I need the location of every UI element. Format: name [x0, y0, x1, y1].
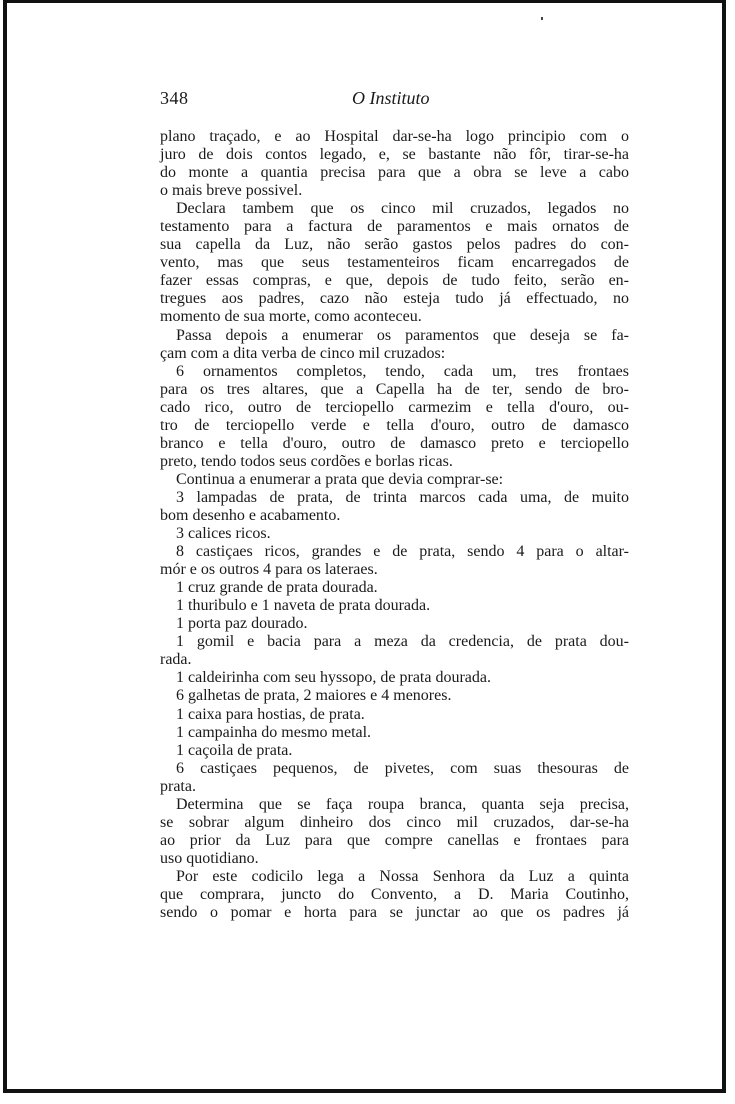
- text-line: se sobrar algum dinheiro dos cinco mil cruzados, dar-se-ha: [160, 813, 629, 831]
- text-line: 1 caixa para hostias, de prata.: [176, 705, 365, 723]
- text-line: sendo o pomar e horta para se junctar ao que os padres já: [160, 904, 629, 922]
- text-line: para os tres altares, que a Capella ha de ter, sendo de bro-: [160, 380, 629, 398]
- text-line: testamento para a factura de paramentos e mais ornatos de: [160, 218, 629, 236]
- text-line: Determina que se faça roupa branca, quanta seja precisa,: [176, 795, 629, 813]
- text-line: Por este codicilo lega a Nossa Senhora da Luz a quinta: [176, 867, 629, 885]
- text-line: 1 thuribulo e 1 naveta de prata dourada.: [176, 597, 431, 615]
- text-line: 1 caçoila de prata.: [176, 741, 293, 759]
- text-line: tro de terciopello verde e tella d'ouro, outro de damasco: [160, 416, 629, 434]
- text-line: vento, mas que seus testamenteiros ficam encarregados de: [160, 254, 629, 272]
- text-line: cado rico, outro de terciopello carmezim e tella d'ouro, ou-: [160, 398, 629, 416]
- text-line: 1 cruz grande de prata dourada.: [176, 579, 378, 597]
- text-line: sua capella da Luz, não serão gastos pelos padres do con-: [160, 236, 629, 254]
- text-line: bom desenho e acabamento.: [160, 506, 341, 524]
- text-line: Passa depois a enumerar os paramentos que deseja se fa-: [176, 326, 629, 344]
- text-line: 1 gomil e bacia para a meza da credencia, de prata dou-: [176, 633, 629, 651]
- text-line: 1 campainha do mesmo metal.: [176, 723, 372, 741]
- text-line: mór e os outros 4 para os lateraes.: [160, 561, 378, 579]
- text-line: fazer essas compras, e que, depois de tudo feito, serão en-: [160, 272, 629, 290]
- text-line: que comprara, juncto do Convento, a D. Maria Coutinho,: [160, 885, 629, 903]
- text-line: 1 caldeirinha com seu hyssopo, de prata dourada.: [176, 669, 492, 687]
- text-line: prata.: [160, 777, 196, 795]
- text-line: Continua a enumerar a prata que devia comprar-se:: [176, 470, 504, 488]
- text-line: branco e tella d'ouro, outro de damasco preto e terciopello: [160, 434, 629, 452]
- text-line: tregues aos padres, cazo não esteja tudo já effectuado, no: [160, 290, 629, 308]
- text-line: ao prior da Luz para que compre canellas e frontaes para: [160, 831, 629, 849]
- text-line: 1 porta paz dourado.: [176, 615, 308, 633]
- text-line: 3 lampadas de prata, de trinta marcos cada uma, de muito: [176, 488, 629, 506]
- page-number: 348: [160, 88, 189, 108]
- text-line: 8 castiçaes ricos, grandes e de prata, sendo 4 para o altar-: [176, 543, 629, 561]
- text-line: uso quotidiano.: [160, 849, 259, 867]
- text-line: juro de dois contos legado, e, se bastante não fôr, tirar-se-ha: [160, 146, 629, 164]
- page-header: [160, 88, 629, 114]
- print-speck: [541, 17, 543, 20]
- text-line: o mais breve possivel.: [160, 182, 303, 200]
- text-line: çam com a dita verba de cinco mil cruzados:: [160, 344, 446, 362]
- text-line: 3 calices ricos.: [176, 525, 271, 543]
- text-line: 6 galhetas de prata, 2 maiores e 4 menores.: [176, 687, 452, 705]
- text-line: rada.: [160, 651, 192, 669]
- text-line: momento de sua morte, como aconteceu.: [160, 308, 422, 326]
- text-line: 6 ornamentos completos, tendo, cada um, tres frontaes: [176, 362, 629, 380]
- text-line: 6 castiçaes pequenos, de pivetes, com suas thesouras de: [176, 759, 629, 777]
- text-line: preto, tendo todos seus cordões e borlas ricas.: [160, 452, 453, 470]
- running-title: O Instituto: [352, 88, 430, 108]
- text-line: Declara tambem que os cinco mil cruzados, legados no: [176, 200, 629, 218]
- text-line: do monte a quantia precisa para que a obra se leve a cabo: [160, 164, 629, 182]
- body-text: [160, 128, 629, 922]
- text-line: plano traçado, e ao Hospital dar-se-ha logo principio com o: [160, 128, 629, 145]
